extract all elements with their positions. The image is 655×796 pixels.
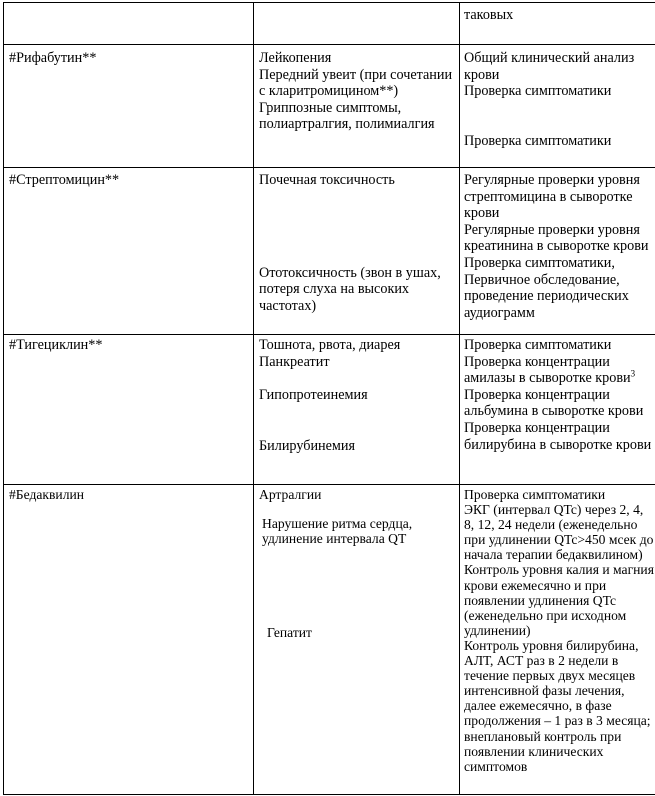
monitoring-text: Проверка симптоматики, Первичное обследование, проведение периодических аудиограмм [464, 254, 629, 321]
monitoring-text: Регулярные проверки уровня креатинина в сыворотке крови [464, 221, 649, 255]
monitoring-text [464, 354, 654, 387]
monitoring-text: Контроль уровня калия и магния крови ежемесячно и при появлении удлинения QTc (еженедельно при исходном удлинении) [464, 562, 654, 638]
monitoring-cell [460, 3, 655, 45]
adverse-effects-table [3, 2, 655, 795]
table-row [4, 3, 655, 45]
effect-text: Передний увеит (при сочетании с кларитромицином**) [259, 66, 453, 100]
monitoring-cell [460, 168, 655, 335]
drug-cell [4, 168, 254, 335]
effect-text: Панкреатит [259, 353, 330, 370]
monitoring-text: Общий клинический анализ крови [464, 50, 635, 83]
table-row [4, 45, 655, 168]
monitoring-cell [460, 335, 655, 485]
effect-text: Билирубинемия [259, 437, 356, 454]
effect-text: Ототоксичность (звон в ушах, потеря слуха на высоких частотах) [259, 264, 441, 314]
monitoring-text: таковых [464, 7, 514, 23]
monitoring-text-main: Проверка концентрации амилазы в сыворотке крови [464, 353, 631, 387]
monitoring-cell [460, 485, 655, 795]
drug-name: #Рифабутин** [9, 50, 97, 66]
monitoring-text: Проверка концентрации альбумина в сыворотке крови [464, 386, 644, 420]
drug-cell [4, 45, 254, 168]
effect-text: Почечная токсичность [259, 172, 395, 188]
monitoring-text: Контроль уровня билирубина, АЛТ, АСТ раз в 2 недели в течение первых двух месяцев интенсивной фазы лечения, далее ежемесячно, в фазе продолжения – 1 раз в 3 месяца; внеплановый контроль при появлении клинических симптомов [464, 637, 651, 774]
effects-cell [254, 3, 460, 45]
drug-name: #Бедаквилин [9, 487, 85, 502]
effect-text: Гипопротеинемия [259, 387, 368, 404]
drug-cell [4, 485, 254, 795]
monitoring-text: Регулярные проверки уровня стрептомицина в сыворотке крови [464, 172, 640, 222]
effects-cell [254, 168, 460, 335]
effects-cell [254, 485, 460, 795]
effect-text: Тошнота, рвота, диарея [259, 337, 401, 353]
monitoring-text: Проверка симптоматики [464, 83, 612, 100]
monitoring-text: Проверка симптоматики [464, 337, 612, 353]
monitoring-text: ЭКГ (интервал QTc) через 2, 4, 8, 12, 24 недели (еженедельно при удлинении QTc>450 мсек до начала терапии бедаквилином) [464, 502, 654, 563]
drug-cell [4, 335, 254, 485]
monitoring-cell [460, 45, 655, 168]
table-row [4, 168, 655, 335]
drug-name: #Стрептомицин** [9, 172, 120, 188]
effect-text: Нарушение ритма сердца, удлинение интервала QT [262, 516, 413, 547]
effect-text: Лейкопения [259, 50, 332, 66]
effect-text: Гепатит [267, 625, 312, 641]
table-row [4, 485, 655, 795]
footnote-marker: 3 [630, 368, 636, 379]
table-row [4, 335, 655, 485]
effect-text: Гриппозные симптомы, полиартралгия, полимиалгия [259, 99, 435, 133]
drug-cell [4, 3, 254, 45]
monitoring-text: Проверка концентрации билирубина в сыворотке крови [464, 419, 652, 453]
monitoring-text: Проверка симптоматики [464, 487, 606, 502]
effects-cell [254, 45, 460, 168]
drug-name: #Тигециклин** [9, 337, 103, 353]
effect-text: Артралгии [259, 487, 322, 502]
monitoring-text: Проверка симптоматики [464, 132, 612, 149]
effects-cell [254, 335, 460, 485]
